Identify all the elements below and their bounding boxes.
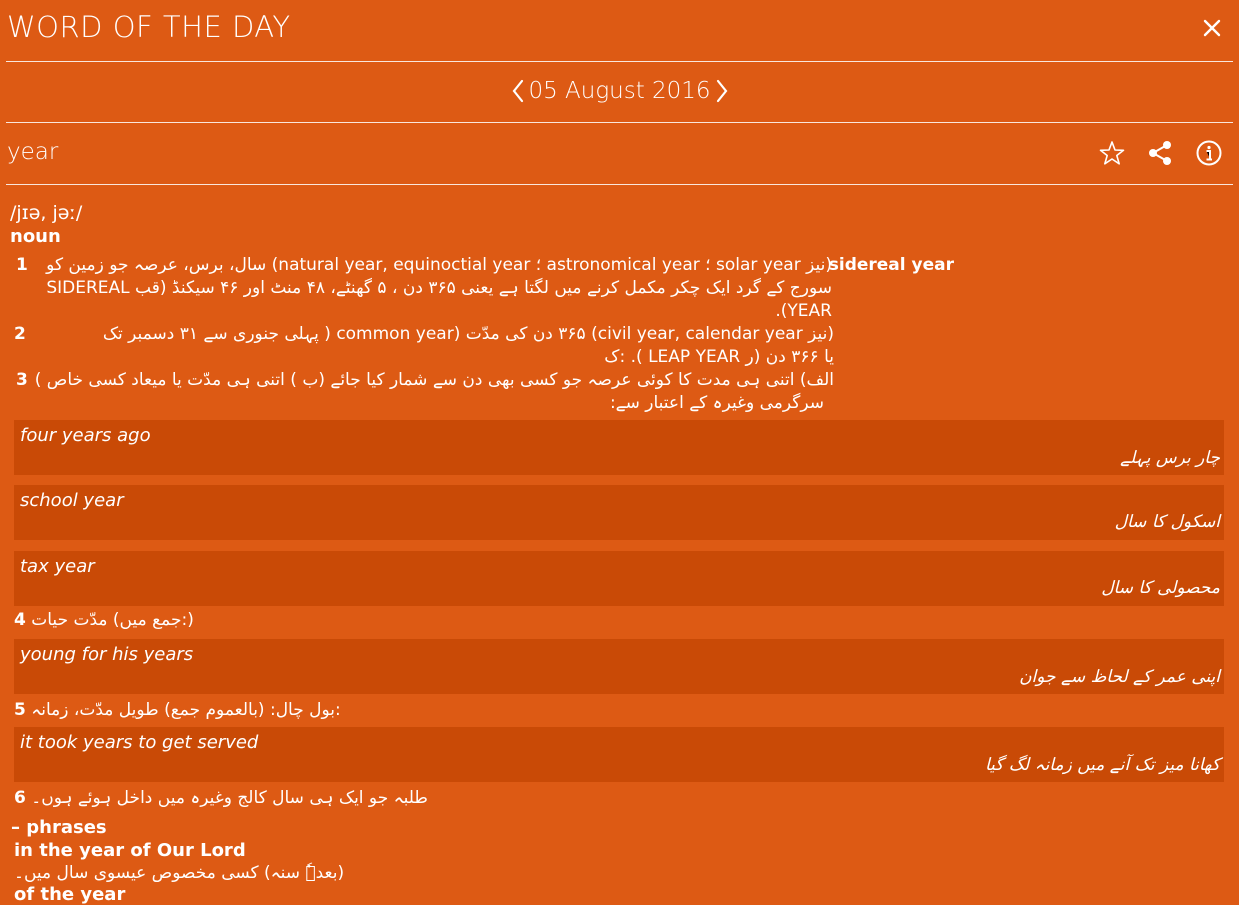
sense-text: بول چال: (بالعموم جمع) طویل مدّت، زمانہ: — [31, 700, 341, 720]
example-english: four years ago — [20, 425, 151, 446]
phrases-label: – phrases — [11, 817, 107, 838]
sense-text: طلبہ جو ایک ہی سال کالج وغیرہ میں داخل ہوئے ہوں۔ — [31, 788, 428, 808]
phrase-english: in the year of Our Lord — [14, 840, 246, 861]
sense-line: YEAR). — [775, 301, 832, 321]
sense-4 — [14, 610, 194, 630]
example-urdu: اسکول کا سال — [1114, 512, 1220, 532]
sense-text: جمع میں) مدّت حیات:) — [31, 610, 194, 630]
sense-number: 5 — [14, 700, 26, 720]
example-english: tax year — [20, 556, 95, 577]
sense-number: 3 — [16, 370, 28, 390]
example-box — [14, 420, 1224, 475]
chevron-right-icon[interactable] — [711, 76, 733, 106]
sense-number: 1 — [16, 255, 28, 275]
sense-highlight: sidereal year — [828, 255, 954, 275]
star-icon[interactable] — [1098, 139, 1126, 167]
sense-line: الف) اتنی ہی مدت کا کوئی عرصہ جو کسی بھی دن سے شمار کیا جائے (ب ) اتنی ہی مدّت یا میعاد کسی خاص ) — [34, 370, 834, 390]
sense-line: یا ۳۶۶ دن (ر LEAP YEAR ). :ک — [604, 347, 834, 367]
phrase-english: of the year — [14, 884, 126, 905]
date-label: 05 August 2016 — [528, 78, 711, 104]
word-bar — [0, 123, 1239, 184]
example-urdu: محصولی کا سال — [1101, 578, 1220, 598]
part-of-speech: noun — [10, 226, 61, 247]
phrase-urdu: بعدہٗ سنہ) کسی مخصوص عیسوی سال میں۔) — [14, 863, 345, 883]
example-box — [14, 485, 1224, 540]
info-icon[interactable] — [1195, 139, 1223, 167]
example-urdu: اپنی عمر کے لحاظ سے جوان — [1019, 667, 1220, 687]
app-title: WORD OF THE DAY — [7, 10, 291, 44]
example-box — [14, 727, 1224, 782]
share-icon[interactable] — [1146, 139, 1174, 167]
example-english: it took years to get served — [20, 732, 259, 753]
sense-number: 2 — [14, 324, 26, 344]
sense-line: سرگرمی وغیرہ کے اعتبار سے: — [609, 393, 824, 413]
sense-line: (نیز civil year, calendar year) ۳۶۵ دن کی مدّت (common year ( پہلی جنوری سے ۳۱ دسمبر تک — [102, 324, 834, 344]
sense-5 — [14, 699, 341, 720]
close-icon[interactable] — [1199, 12, 1225, 42]
sense-number: 6 — [14, 788, 26, 808]
divider — [6, 184, 1233, 185]
sense-6 — [14, 787, 428, 808]
example-urdu: چار برس پہلے — [1120, 448, 1220, 468]
app-header — [0, 0, 1239, 62]
example-urdu: کھانا میز تک آنے میں زمانہ لگ گیا — [985, 755, 1220, 775]
sense-line: (نیز solar year ؛ astronomical year ؛ natural year, equinoctial year) سال، برس، عرصہ جو زمین کو — [46, 255, 832, 275]
example-english: young for his years — [20, 644, 194, 665]
sense-number: 4 — [14, 610, 26, 630]
sense-line: سورج کے گرد ایک چکر مکمل کرنے میں لگتا ہے یعنی ۳۶۵ دن ، ۵ گھنٹے، ۴۸ منٹ اور ۴۶ سیکنڈ (قب SIDEREAL — [46, 278, 832, 298]
headword: year — [7, 139, 59, 165]
date-bar — [0, 62, 1239, 122]
pronunciation: /jɪə, jəː/ — [10, 202, 83, 224]
example-box — [14, 639, 1224, 694]
example-english: school year — [20, 490, 124, 511]
example-box — [14, 551, 1224, 606]
